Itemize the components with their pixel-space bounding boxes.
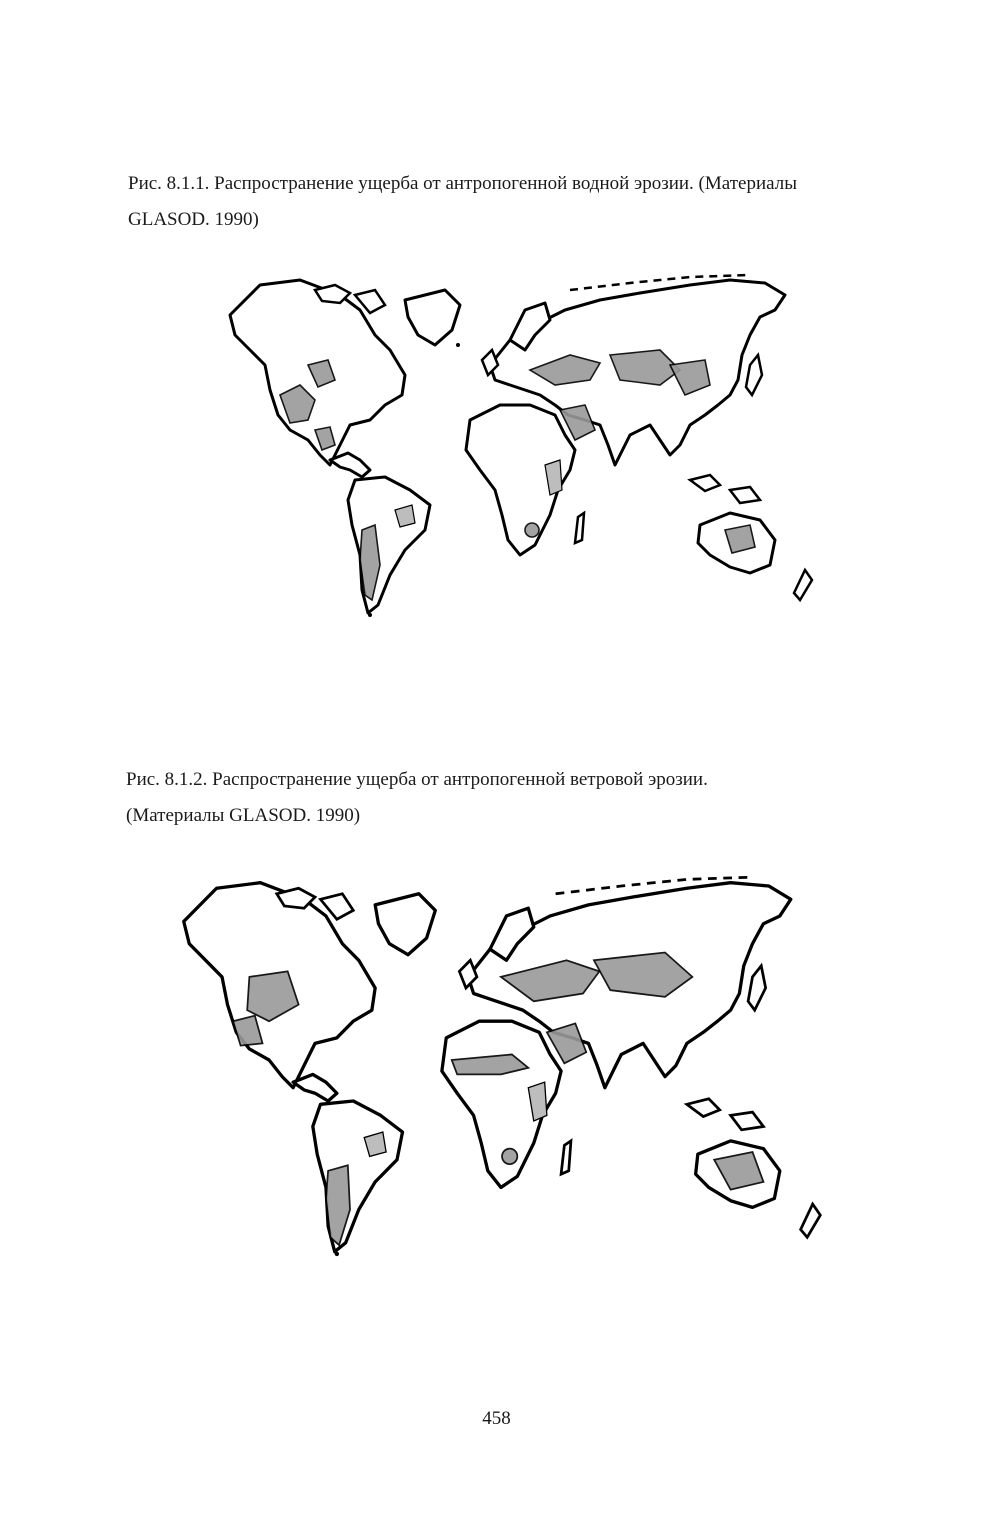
figure-1-caption <box>128 166 797 238</box>
south-america <box>313 1101 403 1252</box>
figure-2-caption-line-2: (Материалы GLASOD. 1990) <box>126 805 361 826</box>
figure-1-caption-line-2: GLASOD. 1990) <box>128 209 259 230</box>
figure-1-world-map <box>190 255 830 625</box>
map-dot-1 <box>368 613 372 617</box>
greenland <box>375 894 435 955</box>
page-number: 458 <box>482 1408 511 1429</box>
wind-erosion-map-svg <box>140 855 840 1265</box>
madagascar <box>561 1141 571 1174</box>
damage-southern-africa <box>525 523 539 537</box>
japan <box>746 355 762 395</box>
map-dot-2 <box>456 343 460 347</box>
central-america <box>330 453 370 477</box>
southeast-asia-islands <box>690 475 720 491</box>
figure-2-world-map <box>140 855 840 1265</box>
map-dot-1 <box>335 1252 339 1256</box>
central-america <box>293 1074 337 1101</box>
damage-southern-africa <box>502 1149 517 1165</box>
figure-1-caption-line-1: Рис. 8.1.1. Распространение ущерба от антропогенной водной эрозии. (Материалы <box>128 173 797 194</box>
southeast-asia-islands <box>687 1099 720 1117</box>
greenland <box>405 290 460 345</box>
new-zealand <box>794 570 812 600</box>
madagascar <box>575 513 584 543</box>
southeast-asia-islands-2 <box>731 1112 764 1130</box>
southeast-asia-islands-2 <box>730 487 760 503</box>
japan <box>748 966 766 1010</box>
new-zealand <box>801 1204 821 1237</box>
figure-2-caption <box>126 762 708 834</box>
water-erosion-map-svg <box>190 255 830 625</box>
figure-2-caption-line-1: Рис. 8.1.2. Распространение ущерба от антропогенной ветровой эрозии. <box>126 769 708 790</box>
